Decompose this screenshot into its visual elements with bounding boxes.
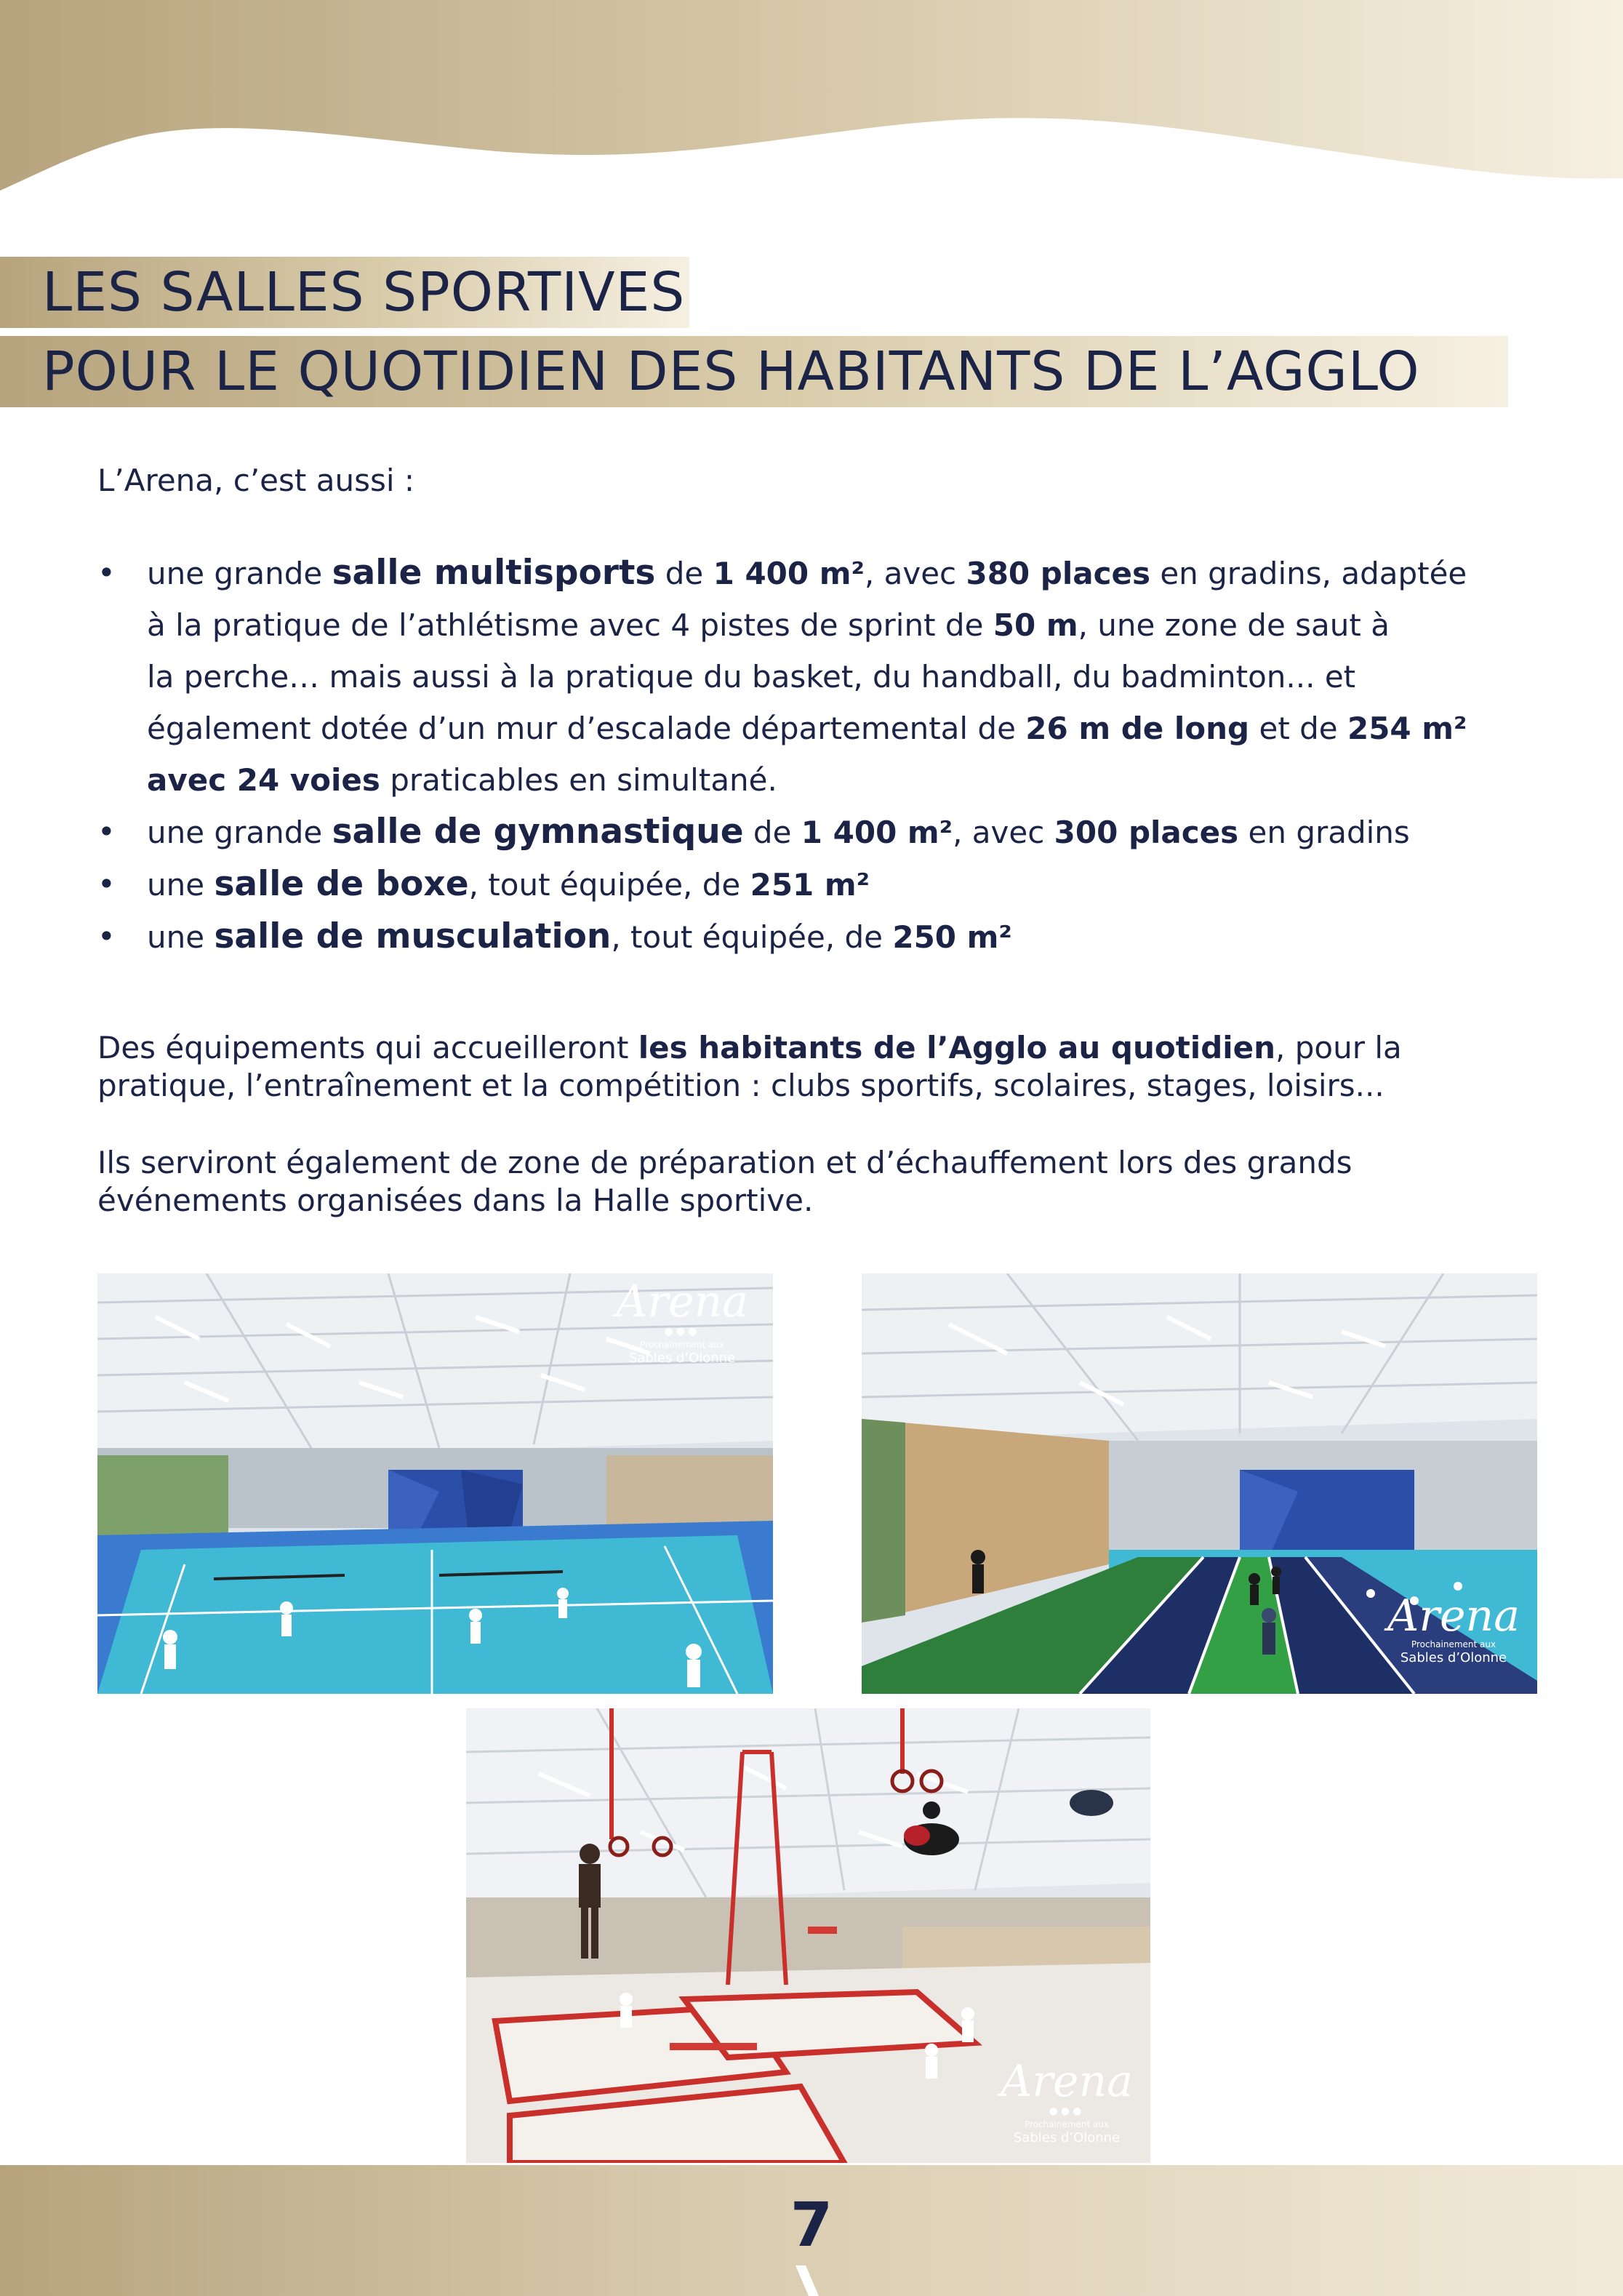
- list-item-gymnastique: • une grande salle de gymnastique de 1 400 m², avec 300 places en gradins: [97, 806, 1523, 858]
- list-item-boxe: • une salle de boxe, tout équipée, de 251 m²: [97, 858, 1523, 911]
- photo-athletics-track: [862, 1273, 1537, 1694]
- list-item-musculation: • une salle de musculation, tout équipée, de 250 m²: [97, 911, 1523, 963]
- photo-multisports-hall: [97, 1273, 773, 1694]
- logo-dots-icon: ●●●: [664, 1326, 700, 1337]
- logo-dots-icon: ●●●: [1049, 2105, 1085, 2117]
- bullet-icon: •: [97, 866, 116, 902]
- intro-text: L’Arena, c’est aussi :: [97, 463, 414, 498]
- photo-gymnastics-hall: [466, 1708, 1150, 2163]
- page-number: 7: [790, 2189, 833, 2260]
- bullet-icon: •: [97, 555, 116, 591]
- arena-logo: Arena ●●● Prochainement aux Sables d’Olonne: [990, 2059, 1143, 2146]
- chevron-down-icon: [794, 2265, 823, 2296]
- bullet-icon: •: [97, 919, 116, 954]
- arena-logo: Arena ●●● Prochainement aux Sables d’Olonne: [606, 1279, 758, 1367]
- bullet-icon: •: [97, 814, 116, 849]
- page-title-line-1: LES SALLES SPORTIVES: [0, 257, 689, 328]
- paragraph-equipments: Des équipements qui accueilleront les habitants de l’Agglo au quotidien, pour la pratique, l’entraînement et la compétition : clubs sportifs, scolaires, stages, loisirs...: [97, 1030, 1402, 1103]
- arena-logo: Arena Prochainement aux Sables d’Olonne: [1387, 1591, 1520, 1665]
- top-wave-banner: [0, 0, 1623, 218]
- facilities-list: [97, 547, 1523, 963]
- page-title-line-2: POUR LE QUOTIDIEN DES HABITANTS DE L’AGGLO: [0, 336, 1508, 407]
- paragraph-events: Ils serviront également de zone de préparation et d’échauffement lors des grands événements organisées dans la Halle sportive.: [97, 1145, 1352, 1218]
- list-item-multisports: • une grande salle multisports de 1 400 m², avec 380 places en gradins, adaptée à la pratique de l’athlétisme avec 4 pistes de sprint de 50 m, une zone de saut à la perche… mais aussi à la pratique du basket, du handball, du badminton... et également dotée d’un mur d’escalade départemental de 26 m de long et de 254 m² avec 24 voies praticables en simultané.: [97, 547, 1523, 806]
